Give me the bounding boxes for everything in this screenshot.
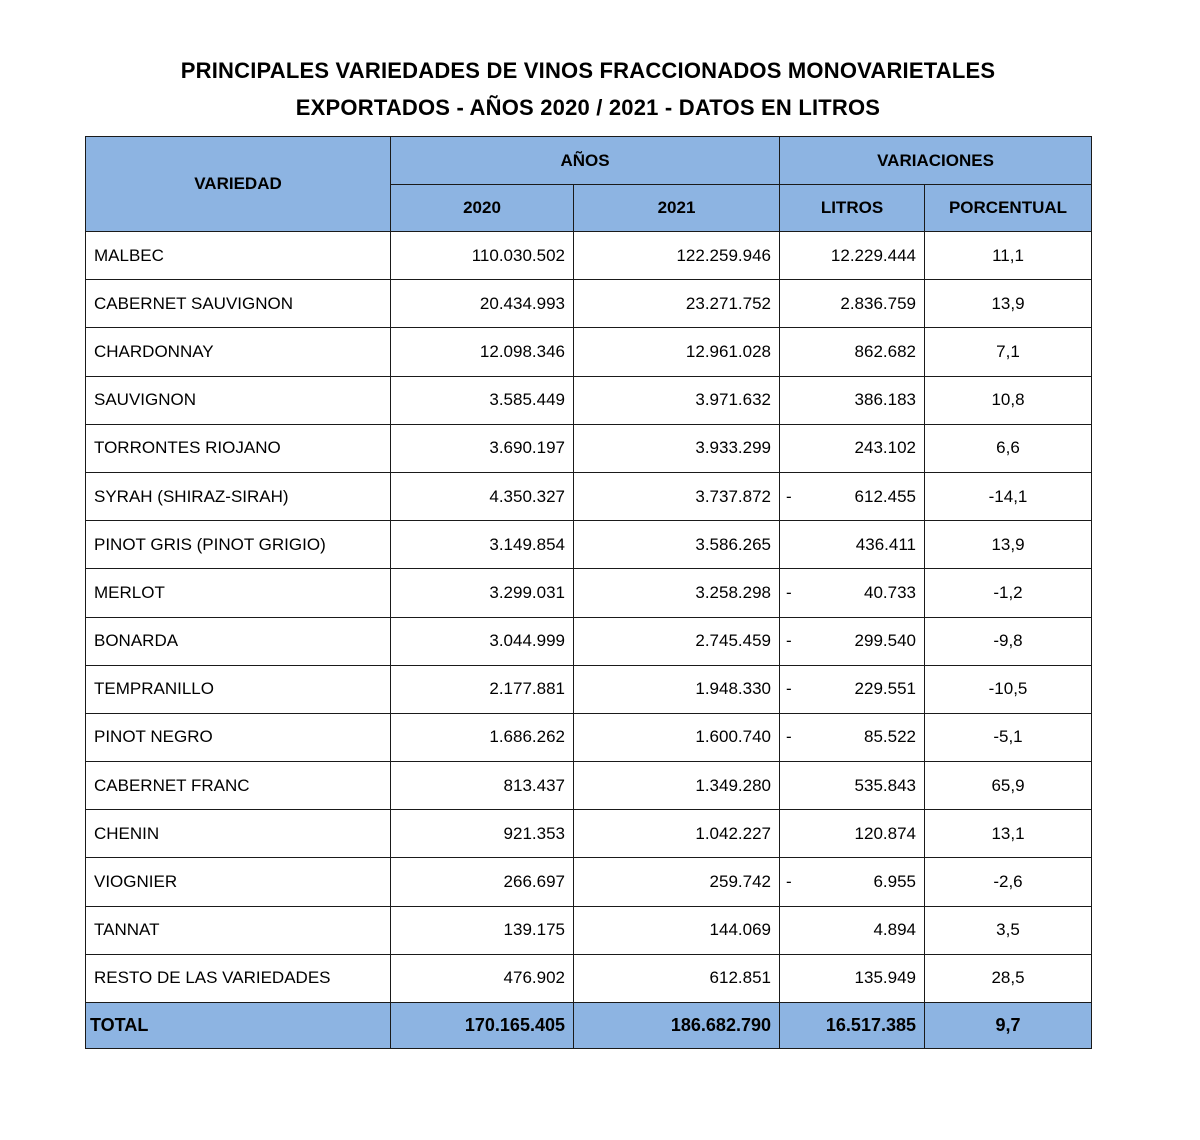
negative-sign: - — [786, 727, 792, 747]
table-row — [86, 376, 1092, 424]
table-row — [86, 954, 1092, 1002]
header-2020: 2020 — [391, 185, 574, 232]
litros-value: 6.955 — [873, 872, 916, 892]
cell-litros — [780, 954, 925, 1002]
cell-litros — [780, 617, 925, 665]
total-2020: 170.165.405 — [391, 1003, 574, 1049]
cell-porcentual: 65,9 — [925, 762, 1092, 810]
table-header — [86, 137, 1092, 232]
cell-2020: 3.690.197 — [391, 424, 574, 472]
cell-litros — [780, 472, 925, 520]
cell-porcentual: 13,9 — [925, 521, 1092, 569]
litros-value: 535.843 — [854, 775, 916, 795]
cell-litros — [780, 906, 925, 954]
header-variedad: VARIEDAD — [86, 137, 391, 232]
litros-value: 386.183 — [854, 390, 916, 410]
table-row — [86, 280, 1092, 328]
cell-litros — [780, 810, 925, 858]
cell-2021: 3.258.298 — [574, 569, 780, 617]
cell-2020: 921.353 — [391, 810, 574, 858]
table-row — [86, 617, 1092, 665]
total-litros: 16.517.385 — [780, 1003, 925, 1049]
cell-2020: 3.044.999 — [391, 617, 574, 665]
cell-2021: 23.271.752 — [574, 280, 780, 328]
table-row — [86, 665, 1092, 713]
cell-2021: 2.745.459 — [574, 617, 780, 665]
cell-porcentual: 3,5 — [925, 906, 1092, 954]
header-porcentual: PORCENTUAL — [925, 185, 1092, 232]
table-row — [86, 232, 1092, 280]
cell-variedad: TEMPRANILLO — [86, 665, 391, 713]
litros-value: 229.551 — [854, 679, 916, 699]
cell-litros — [780, 713, 925, 761]
cell-2020: 3.299.031 — [391, 569, 574, 617]
cell-2020: 110.030.502 — [391, 232, 574, 280]
total-label: TOTAL — [86, 1003, 391, 1049]
cell-2021: 1.600.740 — [574, 713, 780, 761]
litros-value: 2.836.759 — [840, 293, 916, 313]
header-2021: 2021 — [574, 185, 780, 232]
cell-variedad: TANNAT — [86, 906, 391, 954]
cell-2021: 3.971.632 — [574, 376, 780, 424]
cell-variedad: BONARDA — [86, 617, 391, 665]
table-row — [86, 472, 1092, 520]
cell-2020: 813.437 — [391, 762, 574, 810]
cell-porcentual: -1,2 — [925, 569, 1092, 617]
cell-litros — [780, 280, 925, 328]
cell-porcentual: -9,8 — [925, 617, 1092, 665]
cell-litros — [780, 521, 925, 569]
cell-porcentual: 7,1 — [925, 328, 1092, 376]
cell-2020: 2.177.881 — [391, 665, 574, 713]
litros-value: 12.229.444 — [830, 245, 916, 265]
table-row — [86, 713, 1092, 761]
cell-2020: 3.149.854 — [391, 521, 574, 569]
litros-value: 612.455 — [854, 486, 916, 506]
cell-variedad: CABERNET FRANC — [86, 762, 391, 810]
cell-litros — [780, 424, 925, 472]
total-porcentual: 9,7 — [925, 1003, 1092, 1049]
cell-porcentual: 28,5 — [925, 954, 1092, 1002]
cell-2020: 266.697 — [391, 858, 574, 906]
cell-porcentual: -2,6 — [925, 858, 1092, 906]
cell-variedad: MALBEC — [86, 232, 391, 280]
cell-2020: 12.098.346 — [391, 328, 574, 376]
cell-variedad: MERLOT — [86, 569, 391, 617]
negative-sign: - — [786, 872, 792, 892]
litros-value: 40.733 — [864, 582, 916, 602]
cell-variedad: TORRONTES RIOJANO — [86, 424, 391, 472]
negative-sign: - — [786, 631, 792, 651]
cell-2021: 1.042.227 — [574, 810, 780, 858]
cell-variedad: PINOT NEGRO — [86, 713, 391, 761]
cell-porcentual: -14,1 — [925, 472, 1092, 520]
cell-2021: 259.742 — [574, 858, 780, 906]
cell-2020: 20.434.993 — [391, 280, 574, 328]
cell-litros — [780, 232, 925, 280]
table-body — [86, 232, 1092, 1003]
cell-2021: 144.069 — [574, 906, 780, 954]
wine-exports-table — [85, 136, 1092, 1049]
cell-2021: 12.961.028 — [574, 328, 780, 376]
negative-sign: - — [786, 679, 792, 699]
cell-porcentual: 6,6 — [925, 424, 1092, 472]
litros-value: 862.682 — [854, 341, 916, 361]
cell-litros — [780, 376, 925, 424]
litros-value: 120.874 — [854, 823, 916, 843]
litros-value: 243.102 — [854, 438, 916, 458]
table-title-line-2: EXPORTADOS - AÑOS 2020 / 2021 - DATOS EN LITROS — [295, 95, 881, 120]
cell-porcentual: 10,8 — [925, 376, 1092, 424]
header-anos: AÑOS — [391, 137, 780, 185]
cell-2020: 476.902 — [391, 954, 574, 1002]
table-row — [86, 810, 1092, 858]
cell-2021: 1.349.280 — [574, 762, 780, 810]
cell-variedad: CHENIN — [86, 810, 391, 858]
litros-value: 436.411 — [855, 534, 916, 554]
cell-2020: 139.175 — [391, 906, 574, 954]
cell-variedad: CHARDONNAY — [86, 328, 391, 376]
negative-sign: - — [786, 486, 792, 506]
litros-value: 135.949 — [854, 968, 916, 988]
litros-value: 4.894 — [873, 920, 916, 940]
cell-2021: 3.737.872 — [574, 472, 780, 520]
table-row — [86, 569, 1092, 617]
cell-porcentual: 13,1 — [925, 810, 1092, 858]
table-title-line-1: PRINCIPALES VARIEDADES DE VINOS FRACCIONADOS MONOVARIETALES — [180, 58, 996, 83]
litros-value: 85.522 — [864, 727, 916, 747]
cell-2020: 1.686.262 — [391, 713, 574, 761]
cell-2021: 3.933.299 — [574, 424, 780, 472]
total-2021: 186.682.790 — [574, 1003, 780, 1049]
cell-porcentual: 13,9 — [925, 280, 1092, 328]
cell-variedad: PINOT GRIS (PINOT GRIGIO) — [86, 521, 391, 569]
negative-sign: - — [786, 582, 792, 602]
table-row — [86, 424, 1092, 472]
cell-variedad: SAUVIGNON — [86, 376, 391, 424]
cell-2020: 3.585.449 — [391, 376, 574, 424]
table-row — [86, 906, 1092, 954]
header-variaciones: VARIACIONES — [780, 137, 1092, 185]
table-row — [86, 762, 1092, 810]
cell-litros — [780, 569, 925, 617]
table-footer — [86, 1003, 1092, 1049]
table-row — [86, 858, 1092, 906]
cell-2021: 3.586.265 — [574, 521, 780, 569]
cell-litros — [780, 665, 925, 713]
table-row — [86, 521, 1092, 569]
cell-litros — [780, 328, 925, 376]
cell-variedad: CABERNET SAUVIGNON — [86, 280, 391, 328]
cell-2021: 122.259.946 — [574, 232, 780, 280]
cell-litros — [780, 858, 925, 906]
cell-porcentual: -10,5 — [925, 665, 1092, 713]
cell-variedad: SYRAH (SHIRAZ-SIRAH) — [86, 472, 391, 520]
cell-variedad: VIOGNIER — [86, 858, 391, 906]
header-litros: LITROS — [780, 185, 925, 232]
table-row — [86, 328, 1092, 376]
cell-porcentual: -5,1 — [925, 713, 1092, 761]
cell-2020: 4.350.327 — [391, 472, 574, 520]
cell-litros — [780, 762, 925, 810]
litros-value: 299.540 — [854, 631, 916, 651]
cell-porcentual: 11,1 — [925, 232, 1092, 280]
cell-2021: 1.948.330 — [574, 665, 780, 713]
cell-variedad: RESTO DE LAS VARIEDADES — [86, 954, 391, 1002]
cell-2021: 612.851 — [574, 954, 780, 1002]
total-row — [86, 1003, 1092, 1049]
